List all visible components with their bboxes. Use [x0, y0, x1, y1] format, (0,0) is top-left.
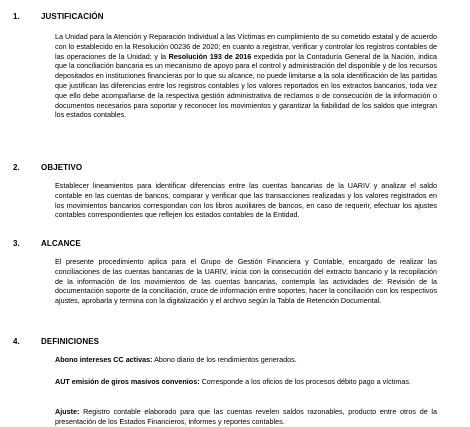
- section-number: 1.: [13, 12, 20, 21]
- definition-item: [55, 377, 437, 387]
- definition-item: [55, 355, 437, 365]
- objetivo-paragraph: Establecer lineamientos para identificar diferencias entre las cuentas bancarias de la UARIV y analizar el saldo contable en las cuentas de bancos, comparar y verificar que las transacciones realizadas y los valores registrados en los movimientos bancarios correspondan con los libros auxiliares de bancos, en caso de requerir, efectuar los ajustes contables correspondientes que reflejen los estados contables de la Entidad.: [55, 181, 437, 220]
- section-heading-objetivo: [13, 163, 82, 172]
- definition-term: Ajuste:: [55, 407, 80, 416]
- definition-text: Registro contable elaborado para que las cuentas revelen saldos razonables, producto entre otros de la presentación de los Estados Financieros, informes y reportes contables.: [55, 407, 437, 426]
- justificacion-text-part2: expedida por la Contaduría General de la Nación, indica que la conciliación bancaria es un mecanismo de apoyo para el control y administración del disponible y de los recursos depositados en instituciones financieras por lo que su alcance, no puede limitarse a la sola identificación de las partidas que justifican las diferencias entre los registros contables y los valores reportados en los extractos bancarios, toda vez que ello debe acompañarse de la respectiva gestión administrativa de reclamos o de consecución de la información o documentos necesarios para soportar y reconocer los movimientos y garantizar la fiabilidad de los saldos que integran los estados contables.: [55, 51, 437, 120]
- definition-term: AUT emisión de giros masivos convenios:: [55, 377, 200, 386]
- section-number: 3.: [13, 239, 20, 248]
- alcance-paragraph: El presente procedimiento aplica para el Grupo de Gestión Financiera y Contable, encargado de realizar las conciliaciones de las cuentas bancarias de la UARIV, inicia con la consecución del extracto bancario y la recopilación de la información de los movimientos de las cuentas bancarias, contempla las actividades de: Revisión de la documentación soporte de la conciliación, cruce de información entre soportes, hacer la conciliación con los respectivos ajustes, aprobarla y termina con la digitalización y el archivo según la Tabla de Retención Documental.: [55, 257, 437, 306]
- resolucion-193-reference: Resolución 193 de 2016: [168, 51, 252, 61]
- section-number: 4.: [13, 337, 20, 346]
- section-title: ALCANCE: [41, 239, 81, 248]
- section-title: JUSTIFICACIÓN: [41, 12, 104, 21]
- justificacion-text-part1: La Unidad para la Atención y Reparación Individual a las Víctimas en cumplimiento de su cometido estatal y de acuerdo con lo establecido en la Resolución 00236 de 2020; en cuanto a registrar, verificar y controlar los registros contables de las operaciones de la Unidad; y la: [55, 32, 437, 61]
- section-heading-definiciones: [13, 337, 99, 346]
- definition-term: Abono intereses CC activas:: [55, 355, 153, 364]
- section-heading-justificacion: [13, 12, 104, 21]
- section-number: 2.: [13, 163, 20, 172]
- section-heading-alcance: [13, 239, 81, 248]
- section-title: DEFINICIONES: [41, 337, 100, 346]
- section-title: OBJETIVO: [41, 163, 83, 172]
- definition-item: [55, 407, 437, 427]
- definition-text: Corresponde a los oficios de los procesos débito pago a víctimas.: [199, 377, 411, 386]
- definition-text: Abono diario de los rendimientos generados.: [152, 355, 297, 364]
- justificacion-paragraph: [55, 32, 437, 120]
